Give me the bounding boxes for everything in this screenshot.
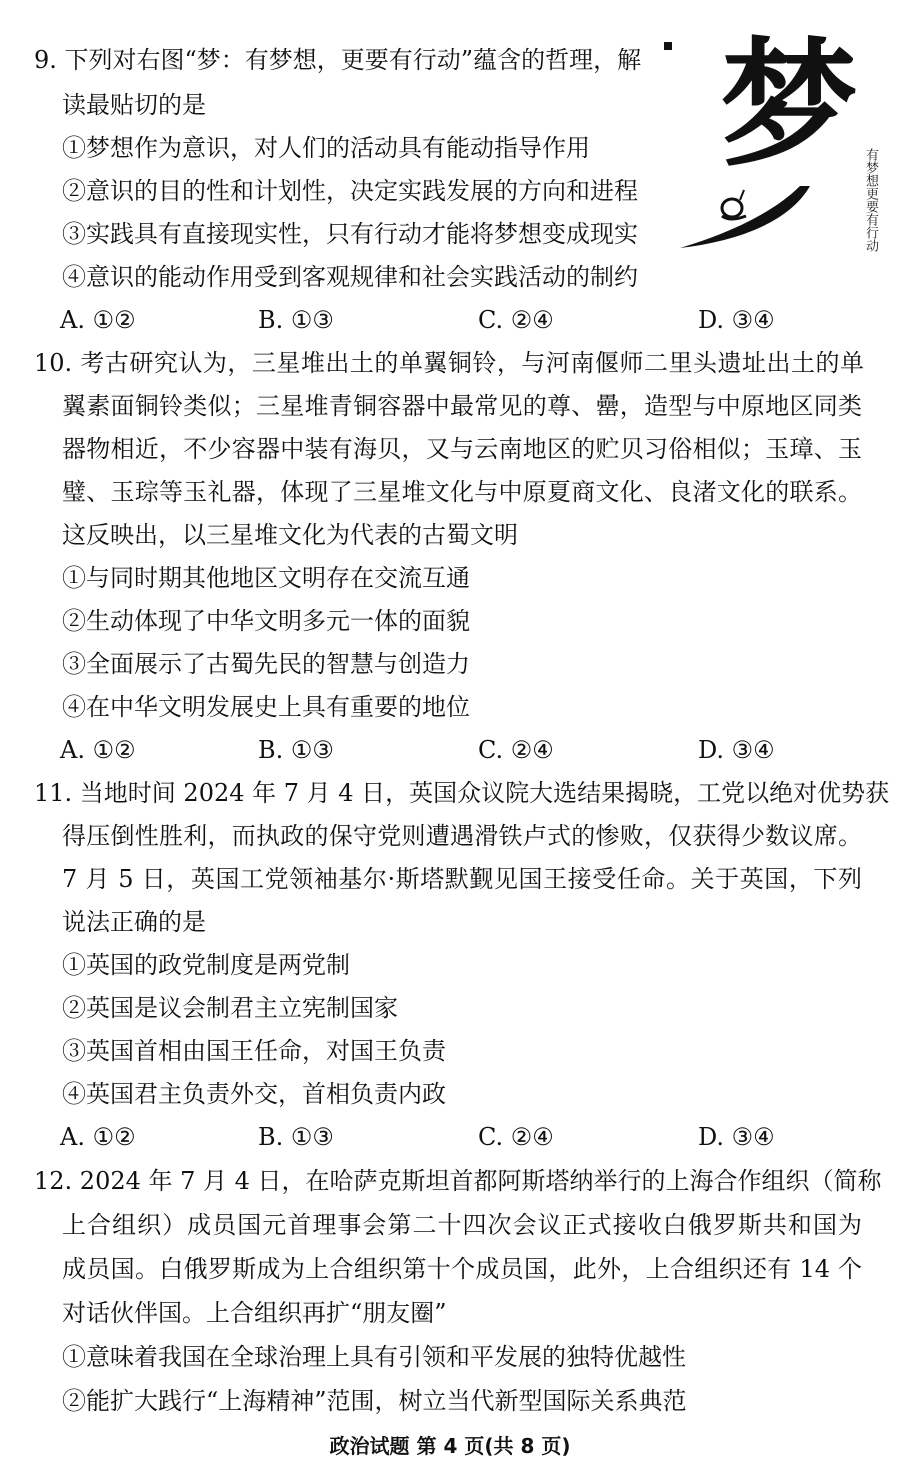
q11-options: [60, 1122, 860, 1152]
q12-item-1: ①意味着我国在全球治理上具有引领和平发展的独特优越性: [62, 1343, 686, 1371]
q12-item-2: ②能扩大践行“上海精神”范围，树立当代新型国际关系典范: [62, 1387, 687, 1415]
q11-option-b[interactable]: B. ①③: [258, 1123, 334, 1151]
q9-option-d[interactable]: D. ③④: [698, 306, 775, 334]
q9-line-1: 9. 下列对右图“梦：有梦想，更要有行动”蕴含的哲理，解: [34, 46, 642, 74]
q11-item-2: ②英国是议会制君主立宪制国家: [62, 994, 398, 1022]
q10-option-d[interactable]: D. ③④: [698, 736, 775, 764]
dream-calligraphy-figure: [660, 23, 880, 264]
q9-item-2: ②意识的目的性和计划性，决定实践发展的方向和进程: [62, 177, 638, 205]
q11-option-a[interactable]: A. ①②: [60, 1123, 136, 1151]
q9-item-1: ①梦想作为意识，对人们的活动具有能动指导作用: [62, 134, 590, 162]
q9-option-a[interactable]: A. ①②: [60, 306, 136, 334]
q10-item-3: ③全面展示了古蜀先民的智慧与创造力: [62, 650, 470, 678]
page-footer: 政治试题 第 4 页(共 8 页): [329, 1434, 571, 1458]
q11-option-c[interactable]: C. ②④: [478, 1123, 554, 1151]
q11-option-d[interactable]: D. ③④: [698, 1123, 775, 1151]
q12-line-1: 12. 2024 年 7 月 4 日，在哈萨克斯坦首都阿斯塔纳举行的上海合作组织（简称: [34, 1167, 882, 1195]
q10-line-1: 10. 考古研究认为，三星堆出土的单翼铜铃，与河南偃师二里头遗址出土的单: [34, 349, 864, 377]
q10-option-c[interactable]: C. ②④: [478, 736, 554, 764]
q10-line-3: 器物相近，不少容器中装有海贝，又与云南地区的贮贝习俗相似；玉璋、玉: [62, 435, 862, 463]
q9-option-b[interactable]: B. ①③: [258, 306, 334, 334]
q10-item-2: ②生动体现了中华文明多元一体的面貌: [62, 607, 470, 635]
q11-line-4: 说法正确的是: [62, 908, 206, 936]
q10-option-b[interactable]: B. ①③: [258, 736, 334, 764]
q10-options: [60, 735, 860, 765]
q9-options: [60, 305, 860, 335]
q12-line-2: 上合组织）成员国元首理事会第二十四次会议正式接收白俄罗斯共和国为: [62, 1211, 862, 1239]
q9-option-c[interactable]: C. ②④: [478, 306, 554, 334]
q10-item-1: ①与同时期其他地区文明存在交流互通: [62, 564, 470, 592]
q11-line-2: 得压倒性胜利，而执政的保守党则遭遇滑铁卢式的惨败，仅获得少数议席。: [62, 822, 862, 850]
q9-item-3: ③实践具有直接现实性，只有行动才能将梦想变成现实: [62, 220, 638, 248]
q11-line-1: 11. 当地时间 2024 年 7 月 4 日，英国众议院大选结果揭晓，工党以绝对优势获: [34, 779, 890, 807]
q10-line-5: 这反映出，以三星堆文化为代表的古蜀文明: [62, 521, 518, 549]
q10-item-4: ④在中华文明发展史上具有重要的地位: [62, 693, 470, 721]
q10-line-4: 璧、玉琮等玉礼器，体现了三星堆文化与中原夏商文化、良渚文化的联系。: [62, 478, 862, 506]
figure-caption: 有梦想更要有行动: [863, 148, 878, 252]
q12-line-4: 对话伙伴国。上合组织再扩“朋友圈”: [62, 1299, 447, 1327]
q12-line-3: 成员国。白俄罗斯成为上合组织第十个成员国，此外，上合组织还有 14 个: [62, 1255, 862, 1283]
q10-line-2: 翼素面铜铃类似；三星堆青铜容器中最常见的尊、罍，造型与中原地区同类: [62, 392, 862, 420]
q11-item-4: ④英国君主负责外交，首相负责内政: [62, 1080, 446, 1108]
q11-item-3: ③英国首相由国王任命，对国王负责: [62, 1037, 446, 1065]
q10-option-a[interactable]: A. ①②: [60, 736, 136, 764]
q9-item-4: ④意识的能动作用受到客观规律和社会实践活动的制约: [62, 263, 638, 291]
q11-line-3: 7 月 5 日，英国工党领袖基尔·斯塔默觐见国王接受任命。关于英国，下列: [62, 865, 862, 893]
dream-character: 梦: [720, 23, 859, 186]
q11-item-1: ①英国的政党制度是两党制: [62, 951, 350, 979]
q9-line-2: 读最贴切的是: [62, 91, 206, 119]
